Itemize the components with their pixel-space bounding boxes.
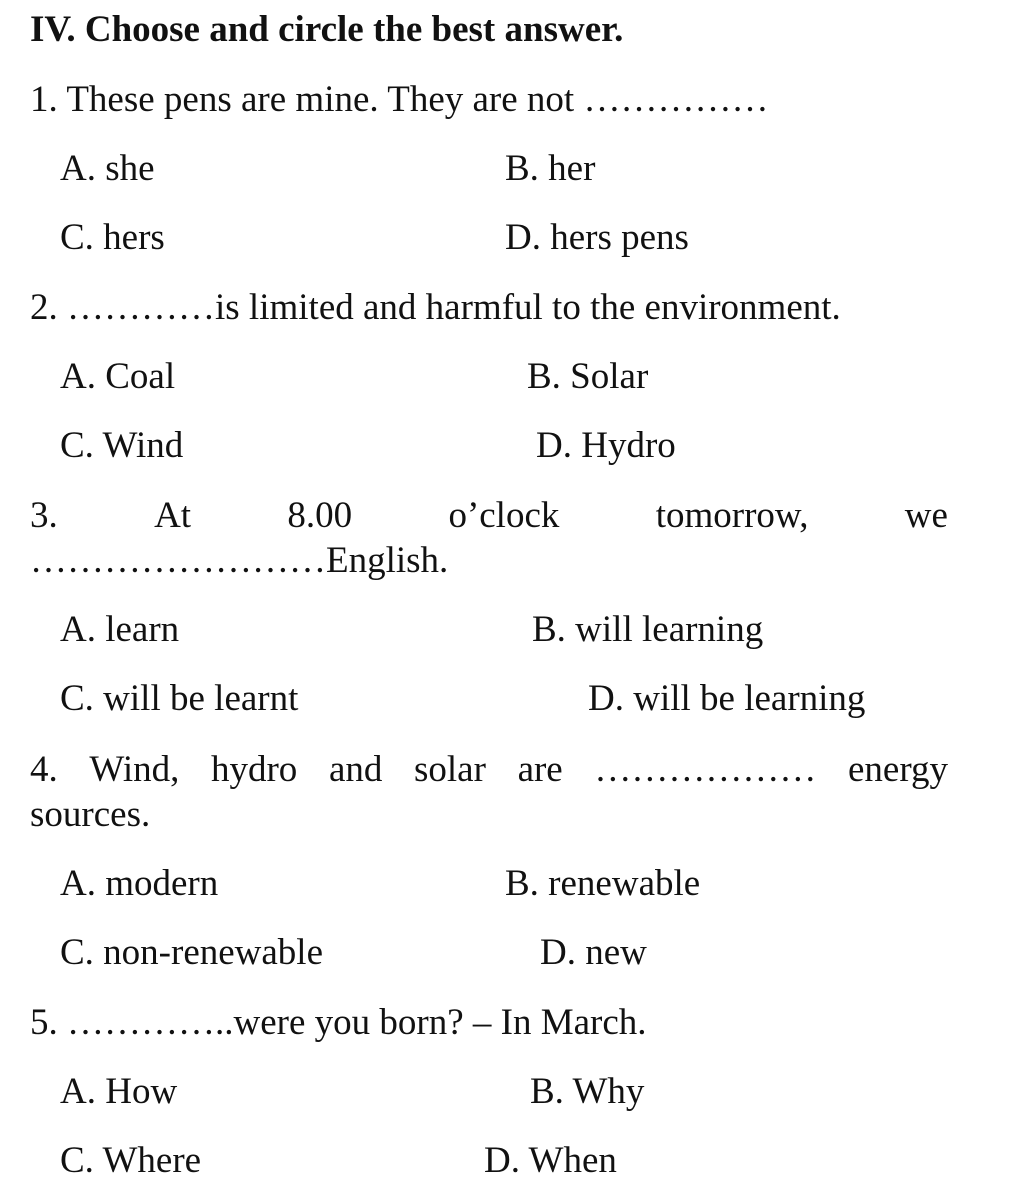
q5-option-b[interactable]: B. Why <box>530 1071 645 1112</box>
q1-option-c[interactable]: C. hers <box>60 217 165 258</box>
question-3-stem-line1 <box>30 494 948 538</box>
q1-option-d[interactable]: D. hers pens <box>505 217 689 258</box>
q3-option-d[interactable]: D. will be learning <box>588 678 866 719</box>
q4-word: energy <box>847 749 948 790</box>
question-4-stem-line2: sources. <box>30 794 151 835</box>
q2-option-d[interactable]: D. Hydro <box>536 425 676 466</box>
q4-word: ……………… <box>594 749 817 790</box>
q4-word: 4. <box>30 749 58 790</box>
q3-word: 8.00 <box>287 495 353 536</box>
q1-option-b[interactable]: B. her <box>505 148 596 189</box>
q5-option-d[interactable]: D. When <box>484 1140 617 1181</box>
q1-option-a[interactable]: A. she <box>60 148 155 189</box>
q3-word: tomorrow, <box>655 495 809 536</box>
question-3-stem-line2: ……………………English. <box>30 540 449 581</box>
q4-option-b[interactable]: B. renewable <box>505 863 701 904</box>
q4-option-d[interactable]: D. new <box>540 932 647 973</box>
q4-word: solar <box>414 749 486 790</box>
question-1-stem: 1. These pens are mine. They are not …………… <box>30 79 769 120</box>
q3-word: o’clock <box>448 495 560 536</box>
q3-option-a[interactable]: A. learn <box>60 609 180 650</box>
q2-option-c[interactable]: C. Wind <box>60 425 184 466</box>
q2-option-b[interactable]: B. Solar <box>527 356 649 397</box>
q4-option-c[interactable]: C. non-renewable <box>60 932 324 973</box>
q4-word: Wind, <box>89 749 180 790</box>
exercise-heading: IV. Choose and circle the best answer. <box>30 9 624 50</box>
question-4-stem-line1 <box>30 748 948 792</box>
q3-word: At <box>154 495 192 536</box>
q4-word: and <box>328 749 383 790</box>
q5-option-c[interactable]: C. Where <box>60 1140 202 1181</box>
q4-word: hydro <box>210 749 298 790</box>
q5-option-a[interactable]: A. How <box>60 1071 178 1112</box>
q3-option-c[interactable]: C. will be learnt <box>60 678 299 719</box>
q4-option-a[interactable]: A. modern <box>60 863 219 904</box>
question-2-stem: 2. …………is limited and harmful to the environment. <box>30 287 841 328</box>
q3-word: 3. <box>30 495 58 536</box>
q3-option-b[interactable]: B. will learning <box>532 609 764 650</box>
question-5-stem: 5. …………..were you born? – In March. <box>30 1002 647 1043</box>
q4-word: are <box>517 749 563 790</box>
q3-word: we <box>904 495 948 536</box>
q2-option-a[interactable]: A. Coal <box>60 356 176 397</box>
